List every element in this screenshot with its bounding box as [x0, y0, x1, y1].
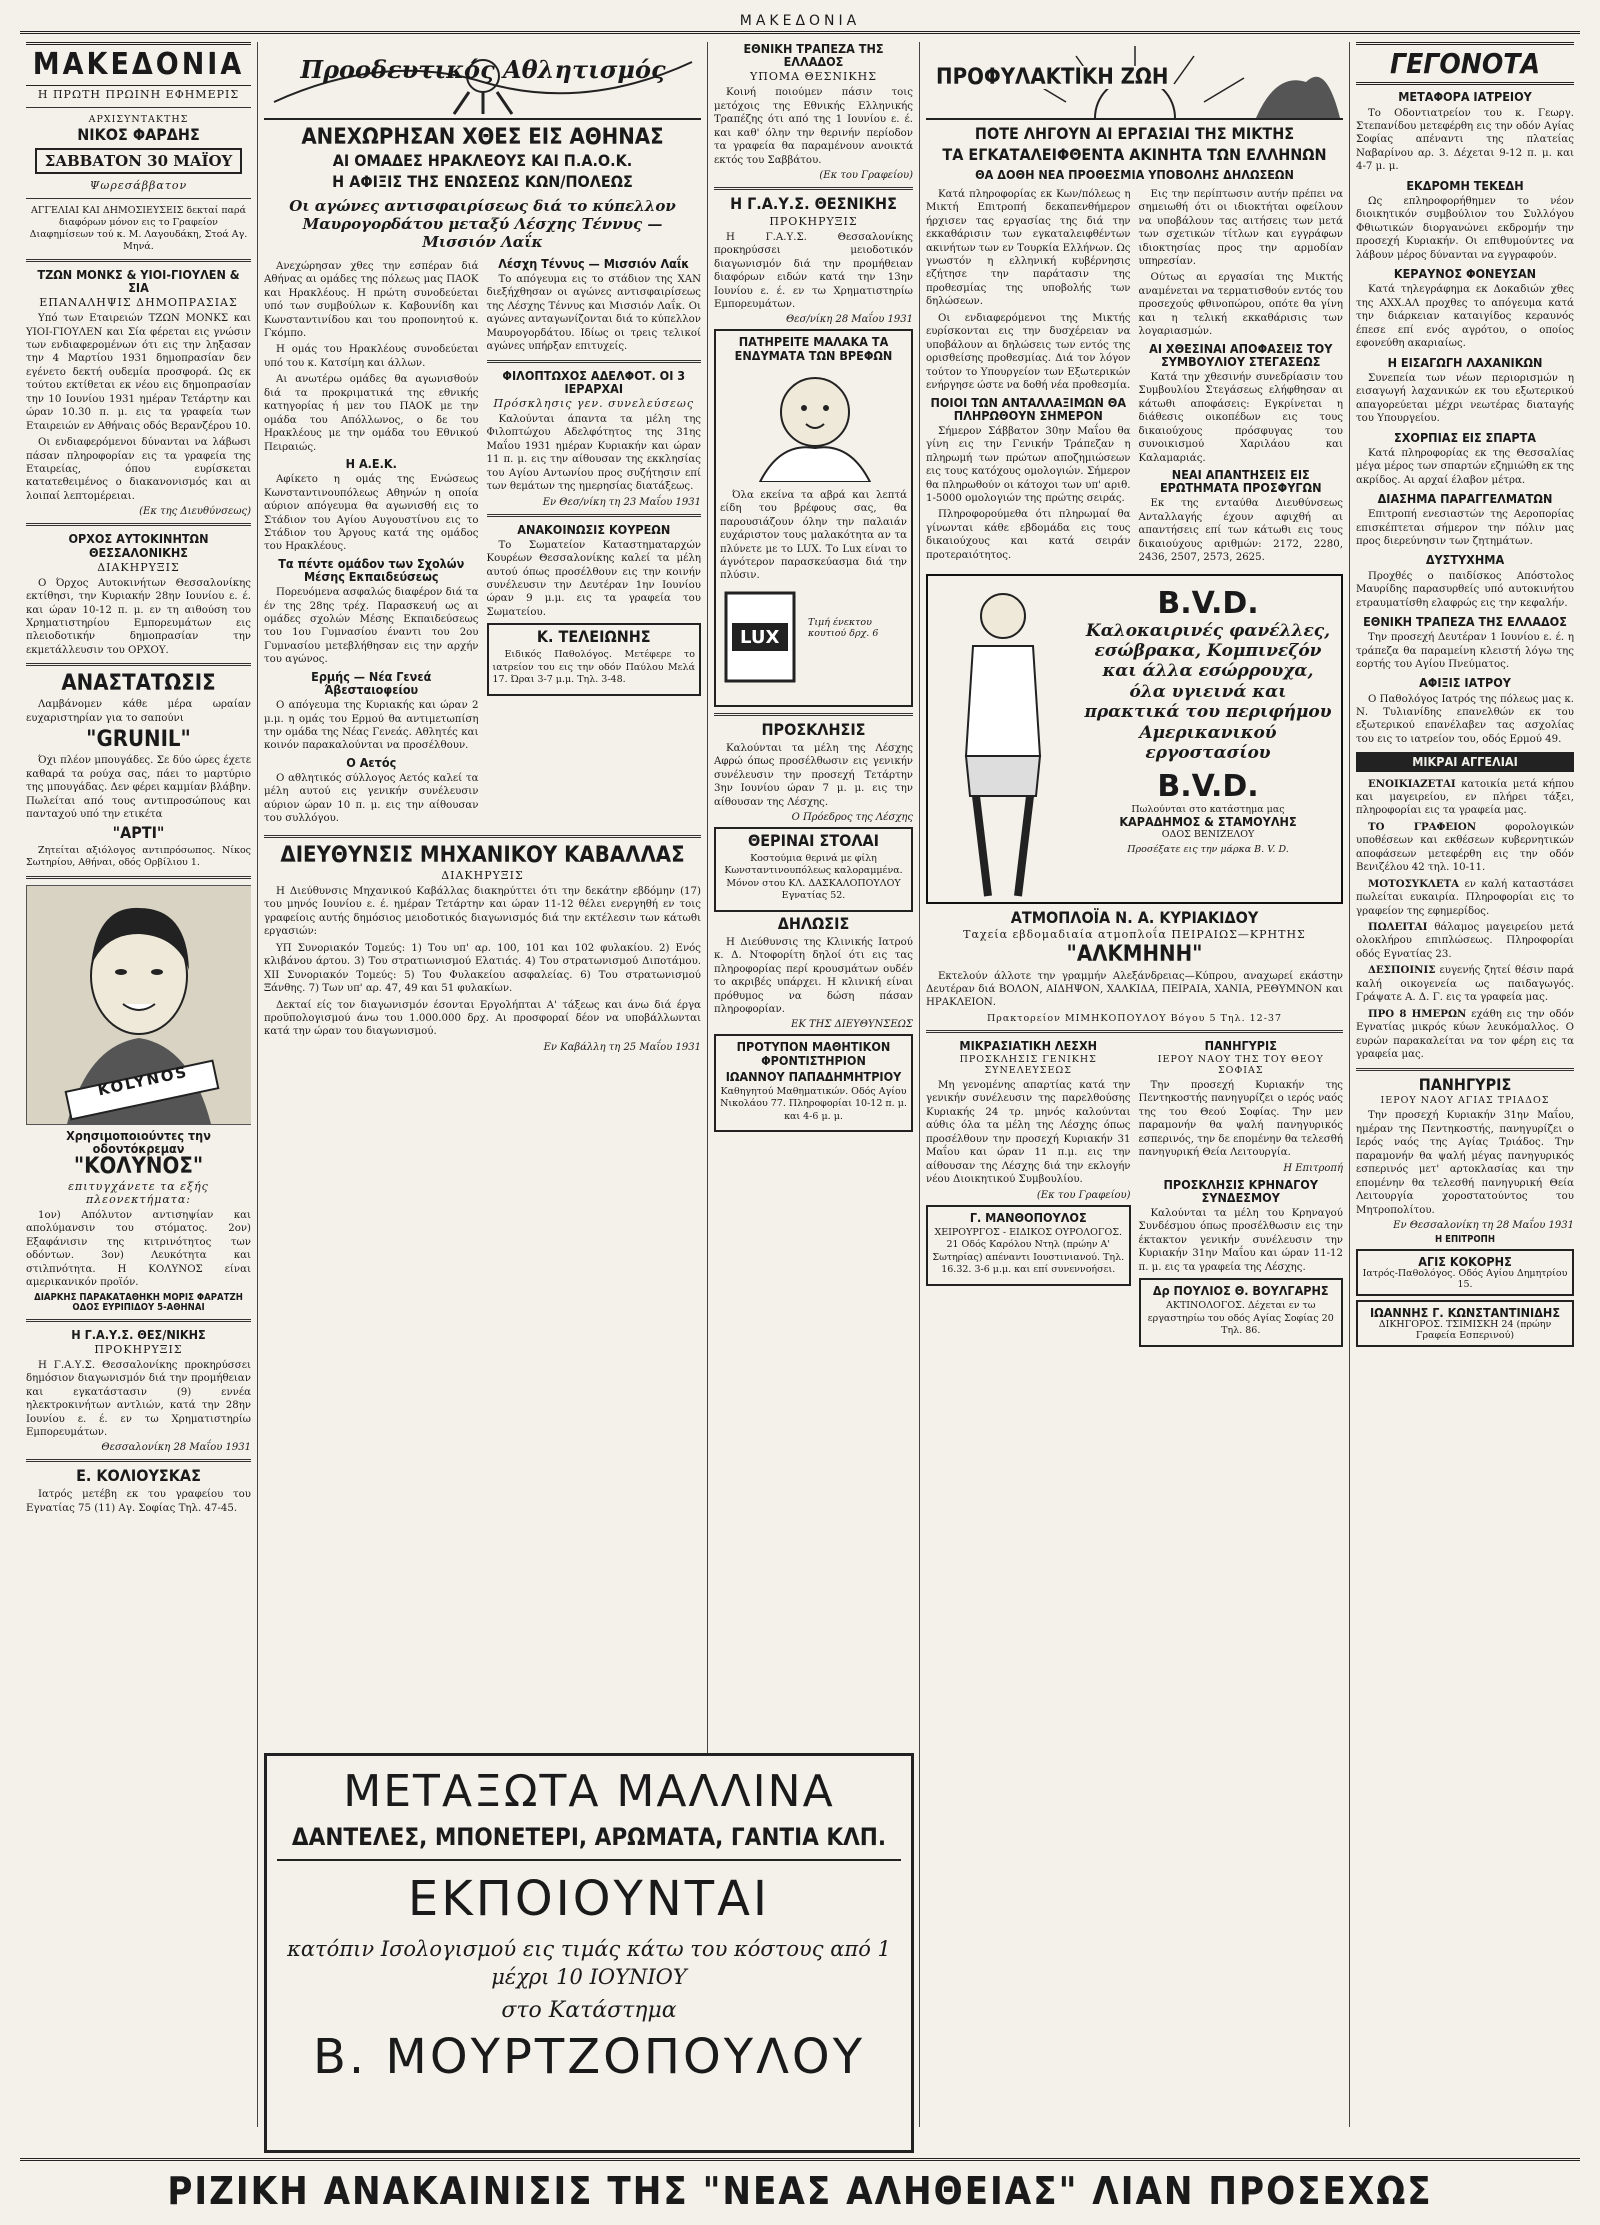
article-signature: Θεσσαλονίκη 28 Μαΐου 1931	[101, 1442, 251, 1454]
ad-line-5: στο Κατάστημα	[501, 1997, 677, 2023]
news-item-text: Ο Παθολόγος Ιατρός της πόλεως μας κ. Ν. Τυλιανίδης επανελθών εκ του εξωτερικού επανέλαβεν τας ασχολίας του εις το ιατρείον του, οδός Ερμού 49.	[1356, 693, 1574, 745]
editor-label: ΑΡΧΙΣΥΝΤΑΚΤΗΣ	[88, 113, 189, 125]
article-body: Κατά πληροφορίας εκ Κων/πόλεως η Μικτή Επιτροπή δεκαπενθήμερον ήρχισεν τας εργασίας της διά την εκκαθάρισιν των εγκαταλειφθέντων ακινήτων των εν Τουρκία Ελλήνων. Ως γνωστόν η ελληνική κυβέρνησις εζήτησε την παράτασιν της προθεσμίας της υποβολής των δηλώσεων.	[926, 188, 1131, 308]
article-body: Ανεχώρησαν χθες την εσπέραν διά Αθήνας αι ομάδες της πόλεως μας ΠΑΟΚ και Ηρακλέους. Η πρώτη συνοδεύεται υπό των συμβούλων κ. Καβουνίδη και Κωνσταντινίδου και του προπονητού κ. Γκόμπο.	[264, 260, 479, 339]
notices-column-left	[926, 1039, 1131, 1351]
small-ad-head: ΠΡΟ 8 ΗΜΕΡΩΝ	[1368, 1007, 1467, 1020]
article-body: Καλούνται τα μέλη της Λέσχης Αφρώ όπως προσέλθωσιν εις γενικήν συνέλευσιν την προσεχή Τετάρτην 3ην Ιουνίου ώραν 7 μ. μ. εις την αίθουσαν της Λέσχης.	[714, 742, 913, 808]
article-signature: Ο Πρόεδρος της Λέσχης	[791, 811, 913, 823]
article-title: ΤΖΩΝ ΜΟΝΚΣ & ΥΙΟΙ-ΓΙΟΥΛΕΝ & ΣΙΑ	[37, 266, 240, 295]
section-subtitle: Πρόσκλησις γεν. συνελεύσεως	[493, 396, 694, 410]
article-title: ΔΙΕΥΘΥΝΣΙΣ ΜΗΧΑΝΙΚΟΥ ΚΑΒΑΛΛΑΣ	[280, 842, 685, 868]
lux-price: Τιμή ένεκτου κουτιού δρχ. 6	[808, 616, 879, 639]
article-body: Η Γ.Α.Υ.Σ. Θεσσαλονίκης προκηρύσσει μειοδοτικόν διαγωνισμόν διά την προμήθειαν διαφόρων ειδών κατά την 13ην Ιουνίου ε. έ. εν τω Χρηματιστηρίω Εμπορευμάτων.	[714, 231, 913, 311]
article-list: ΥΠ Συνοριακόν Τομεύς: 1) Του υπ' αρ. 100, 101 και 102 φυλακίου. 2) Ενός κλιβάνου άρτου. 3) Του στρατιωνισμού Ελατιάς. 4) Του στρατωνισμού Διποτάμου. ΧΙΙ Συνοριακόν Τομεύς: 5) Του Φυλακείου ασφαλείας. 6) Του στρατωνισμού Ξάνθης. 7) Των υπ' αρ. 47, 49 και 51 φυλακίων.	[264, 942, 701, 995]
article-title: Ε. ΚΟΛΙΟΥΣΚΑΣ	[76, 1466, 201, 1486]
section-title: Τα πέντε ομάδον των Σχολών Μέσης Εκπαιδεύσεως	[278, 555, 465, 584]
brand-name: "ΚΟΛΥΝΟΣ"	[73, 1153, 204, 1179]
article-body: Καλούνται άπαντα τα μέλη της Φιλοπτώχου Αδελφότητος της 31ης Μαΐου 1931 ημέραν Κυριακήν και ώραν 11 π. μ. εις την αίθουσαν της εκκλησίας του Αγίου Αντωνίου προς συζήτησιν επί των θεμάτων της ημερησίας διατάξεως.	[486, 413, 701, 493]
article-signature: Η Επιτροπή	[1283, 1162, 1343, 1174]
section-title: ΠΟΙΟΙ ΤΩΝ ΑΝΤΑΛΛΑΞΙΜΩΝ ΘΑ ΠΛΗΡΩΘΟΥΝ ΣΗΜΕΡΟΝ	[930, 394, 1127, 423]
news-columns	[926, 185, 1343, 568]
small-ad-head: ΔΕΣΠΟΙΝΙΣ	[1368, 964, 1436, 977]
small-ad-head: ΤΟ ΓΡΑΦΕΙΟΝ	[1368, 820, 1477, 833]
small-ads-title: ΜΙΚΡΑΙ ΑΓΓΕΛΙΑΙ	[1356, 752, 1574, 771]
small-ad	[1356, 778, 1574, 818]
small-ad	[1356, 821, 1574, 875]
article-subtitle: ΕΠΑΝΑΛΗΨΙΣ ΔΗΜΟΠΡΑΣΙΑΣ	[39, 296, 238, 310]
article-title: ΠΑΝΗΓΥΡΙΣ	[1204, 1037, 1277, 1053]
doctor-name: Δρ ΠΟΥΛΙΟΣ Θ. ΒΟΥΛΓΑΡΗΣ	[1152, 1283, 1329, 1299]
bvd-sale-line: Πωλούνται στο κατάστημα μας	[1131, 804, 1285, 816]
article-body: Το Σωματείον Καταστηματαρχών Κουρέων Θεσσαλονίκης καλεί τα μέλη αυτού όπως προσέλθουν εις την κοινήν συνέλευσιν την Δευτέραν 1ην Ιουνίου ώραν 9 μ.μ. εις τα γραφεία του Σωματείου.	[486, 539, 701, 618]
doctor-details: Ιατρός-Παθολόγος. Οδός Αγίου Δημητρίου 15.	[1362, 1268, 1568, 1291]
article-body: Δεκταί είς τον διαγωνισμόν έσονται Εργολήπται Α' τάξεως και άνω διά έργα προϋπολογισμού άνω του 1.000.000 δρχ. Αι προσφοραί δέον να υποβάλλωνται κατά την ώραν του διαγωνισμού.	[264, 999, 701, 1038]
ad-headline: ΘΕΡΙΝΑΙ ΣΤΟΛΑΙ	[747, 830, 880, 850]
ad-line-1: ΜΕΤΑΞΩΤΑ ΜΑΛΛΙΝΑ	[343, 1766, 835, 1817]
lawyer-ad	[1356, 1300, 1574, 1347]
man-in-underwear-icon	[928, 576, 1078, 902]
small-ad	[1356, 878, 1574, 918]
summer-suits-ad	[714, 827, 913, 912]
lawyer-details: ΔΙΚΗΓΟΡΟΣ. ΤΣΙΜΙΣΚΗ 24 (πρώην Γραφεία Εσπερινού)	[1378, 1319, 1552, 1342]
article-body: Όχι πλέον μπουγάδες. Σε δύο ώρες έχετε καθαρά τα ρούχα σας, πάει το μαρτύριο της μπουγάδας. Δεν φέρει καμμίαν βλάβην. Πωλείται από τους αντιπροσώπους και πανταχού υπό την ετικέτα	[26, 755, 251, 821]
article-signature: Εν Θεσ/νίκη τη 23 Μαΐου 1931	[542, 496, 701, 508]
section-title: Ο Αετός	[346, 754, 397, 770]
price: Ψωρεσάββατον	[89, 179, 188, 193]
headline: ΑΝΕΧΩΡΗΣΑΝ ΧΘΕΣ ΕΙΣ ΑΘΗΝΑΣ	[301, 125, 664, 150]
article-subtitle: ΔΙΑΚΗΡΥΞΙΣ	[97, 560, 180, 574]
article-title: Η Γ.Α.Υ.Σ. ΘΕΣ/ΝΙΚΗΣ	[71, 1326, 206, 1342]
article-body: Ο απόγευμα της Κυριακής και ώραν 2 μ.μ. η ομάς του Ερμού θα αντιμετωπίση την ομάδα της Νέας Γενεάς. Αθλητές και κοινόν παρακαλούνται να προσέλθουν.	[264, 700, 479, 752]
school-name: ΙΩΑΝΝΟΥ ΠΑΠΑΔΗΜΗΤΡΙΟΥ	[725, 1068, 902, 1084]
notices-columns	[926, 1039, 1343, 1351]
article-signature: ΕΚ ΤΗΣ ΔΙΕΥΘΥΝΣΕΩΣ	[791, 1019, 913, 1031]
brand-name: "ΑΡΤΙ"	[112, 822, 165, 842]
masthead-notice: ΑΓΓΕΛΙΑΙ ΚΑΙ ΔΗΜΟΣΙΕΥΣΕΙΣ δεκταί παρά διαφόρων μόνον εις το Γραφείον Διαφημίσεων τού κ. Μ. Λαγουδάκη, Στοά Αγ. Μηνά.	[29, 205, 248, 252]
article-body: Υπό των Εταιρειών ΤΖΩΝ ΜΟΝΚΣ και ΥΙΟΙ-ΓΙΟΥΛΕΝ και Σία φέρεται εις γνώσιν των ενδιαφερομένων ότι εις την ληξασαν την 4 Μαρτίου 1931 δημοπρασίαν δεν εγένετο δεκτή ουδεμία προσφορά. Ως εκ τούτου εκτίθεται εκ νέου εις δημοπρασίαν την 10 Ιουνίου 1931 ημέραν Τετάρτην και ώραν 10.30 π. μ. εις τα γραφεία των Εταιρειών εν Αθήναις οδός Βερανζέρου 10.	[26, 313, 251, 432]
sports-column-left	[264, 257, 479, 829]
section-title: Λέσχη Τέννυς — Μισσιόν Λαΐκ	[498, 255, 690, 271]
ad-headline: Χρησιμοποιούντες την οδοντόκρεμαν	[66, 1127, 211, 1156]
kolynos-tube-label: KOLYNOS	[96, 1062, 190, 1099]
column-1	[20, 42, 258, 2127]
deck: Οι αγώνες αντισφαιρίσεως διά το κύπελλον Μαυρογορδάτου μεταξύ Λέσχης Τέννυς — Μισσιόν Λαΐκ	[289, 196, 676, 251]
shipping-agent: Πρακτορείον ΜΙΜΗΚΟΠΟΥΛΟΥ Βόγου 5 Τηλ. 12-37	[986, 1012, 1283, 1024]
article-body: Αι ανωτέρω ομάδες θα αγωνισθούν διά τα προκριματικά της εθνικής κατηγορίας ή μεν του ΠΑΟΚ με την ομάδα του Απόλλωνος, ο δε του Ηρακλέους με την ομάδα του Εθνικού Πειραιώς.	[264, 374, 479, 453]
ad-line-3: ΕΚΠΟΙΟΥΝΤΑΙ	[407, 1871, 771, 1927]
date-badge: ΣΑΒΒΑΤΟΝ 30 ΜΑΪΟΥ	[35, 148, 243, 174]
sports-column-right	[487, 257, 702, 829]
article-subtitle: ΙΕΡΟΥ ΝΑΟΥ ΤΗΣ ΤΟΥ ΘΕΟΥ ΣΟΦΙΑΣ	[1157, 1054, 1324, 1077]
section-title: Ερμής — Νέα Γενεά Άβεσταιοφείου	[311, 668, 432, 697]
news-item-text: Κατά πληροφορίας εκ της Θεσσαλίας μέγα μέρος των σπαρτών εζημιώθη εκ της ακρίδος. Αι αρχαί έλαβον μέτρα.	[1356, 447, 1574, 486]
article-body: Πληροφορούμεθα ότι πληρωμαί θα γίνωνται κάθε εβδομάδα εις τους δικαιούχους και κατά σειράν προτεραιότητος.	[926, 509, 1131, 561]
section-title: ΝΕΑΙ ΑΠΑΝΤΗΣΕΙΣ ΕΙΣ ΕΡΩΤΗΜΑΤΑ ΠΡΟΣΦΥΓΩΝ	[1160, 467, 1322, 496]
doctor-name: Κ. ΤΕΛΕΙΩΝΗΣ	[536, 627, 651, 647]
masthead-title: ΜΑΚΕΔΟΝΙΑ	[26, 42, 251, 86]
small-ad-text: κατοικία μετά κήπου και μαγειρείου, εν πλήρει τάξει, πληροφορίαι εις τα γραφεία μας.	[1356, 778, 1574, 817]
article-signature: (Εκ του Γραφείου)	[819, 169, 913, 181]
lux-brand: LUX	[740, 626, 780, 648]
article-signature: Η ΕΠΙΤΡΟΠΗ	[1435, 1233, 1495, 1245]
doctor-ad	[926, 1205, 1131, 1286]
doctor-name: Γ. ΜΑΝΘΟΠΟΥΛΟΣ	[969, 1209, 1087, 1225]
article-body: Η Διεύθυνσις της Κλινικής Ιατρού κ. Δ. Ντοφορίτη δηλοί ότι εις τας πληροφορίας περί κρουσμάτων ουδέν το ακριβές υπάρχει. Η κλινική είναι πρόθυμος να δώση πάσαν πληροφορίαν.	[714, 936, 913, 1015]
doctor-details: Ειδικός Παθολόγος. Μετέφερε το ιατρείον του εις την οδόν Παύλου Μελά 17. Ώραι 3-7 μ.μ. Τηλ. 3-48.	[492, 649, 695, 686]
masthead	[26, 42, 251, 253]
article-body: Ο αθλητικός σύλλογος Αετός καλεί τα μέλη αυτού εις γενικήν συνέλευσιν αύριον ώραν 10 π. μ. εις την αίθουσαν του συλλόγου.	[264, 773, 479, 825]
doctor-name: ΑΓΙΣ ΚΟΚΟΡΗΣ	[1418, 1253, 1512, 1269]
bvd-text	[1083, 586, 1333, 855]
news-item-head: ΕΚΔΡΟΜΗ ΤΕΚΕΔΗ	[1406, 177, 1524, 193]
small-ad	[1356, 964, 1574, 1004]
article-body: Σήμερον Σάββατον 30ην Μαΐου θα γίνη εις την Γενικήν Τράπεζαν η πληρωμή των πρώτων αποζημιώσεων εις τους κατόχους ομολογιών. Σήμερον θα πληρωθούν οι κάτοχοι των υπ' αριθ. 1-5000 ομολογιών της πρώτης σειράς.	[926, 425, 1131, 505]
section-title: ΓΕΓΟΝΟΤΑ	[1356, 42, 1574, 85]
kolynos-illustration	[26, 885, 251, 1125]
small-ad-text: εν καλή καταστάσει πωλείται ευκαιρία. Πληροφορίαι εις το γραφείον της εφημερίδος.	[1356, 878, 1574, 917]
column-4	[920, 42, 1350, 2127]
silk-wool-sale-ad	[264, 1753, 914, 2153]
bvd-description: Καλοκαιρινές φανέλλες, εσώβρακα, Κομπινεζόν και άλλα εσώρρουχα, όλα υγιεινά και πρακτικά του περιφήμου Αμερικανικού εργοστασίου	[1084, 620, 1332, 763]
bvd-street: ΟΔΟΣ ΒΕΝΙΖΕΛΟΥ	[1161, 828, 1255, 840]
news-item-text: Το Οδοντιατρείον του κ. Γεωργ. Στεπανίδου μετεφέρθη εις την οδόν Αγίας Σοφίας απέναντι της πλατείας Ναβαρίνου αρ. 3. Δέχεται 9-12 π. μ. και 4-7 μ. μ.	[1356, 107, 1574, 173]
news-item-text: Συνεπεία των νέων περιορισμών η εισαγωγή λαχανικών εκ του εξωτερικού απαγορεύεται μέχρι νεωτέρας διαταγής του Υπουργείου.	[1356, 372, 1574, 425]
article-body: Ιατρός μετέβη εκ του γραφείου του Εγνατίας 75 (11) Αγ. Σοφίας Τηλ. 47-45.	[26, 1489, 251, 1514]
news-item-text: Προχθές ο παιδίσκος Απόστολος Μαυρίδης παρασυρθείς υπό αυτοκινήτου ετραυματίσθη ελαφρώς εις την κεφαλήν.	[1356, 570, 1574, 609]
banner-title: ΠΡΟΦΥΛΑΚΤΙΚΗ ΖΩΗ	[932, 66, 1172, 89]
article-body: Αφίκετο η ομάς της Ενώσεως Κωνσταντινουπόλεως Αθηνών η οποία αύριον απόγευμα θα αγωνισθή εις το Στάδιον του Αγίου Αυγουστίνου εις το Στάδιον του Άργους κατά της ομάδος του Ηρακλέους.	[264, 474, 479, 553]
sports-columns	[264, 257, 701, 829]
article-body: Εκ της ενταύθα Διευθύνσεως Ανταλλαγής έχουν αφιχθή αι απαντήσεις επί των κάτωθι εις τους δικαιούχους αριθμών: 2172, 2280, 2436, 2507, 2573, 2625.	[1138, 498, 1343, 564]
small-ad-text: θάλαμος μαγειρείου μετά ολοκλήρου επιπλώσεως. Πληροφορίαι οδός Εγνατίας 23.	[1356, 922, 1574, 960]
article-body: Εκτελούν άλλοτε την γραμμήν Αλεξάνδρειας—Κύπρου, αναχωρεί εκάστην Δευτέραν διά ΒΟΛΟΝ, ΑΙΔΗΨΟΝ, ΧΑΛΚΙΔΑ, ΠΕΙΡΑΙΑ, ΧΑΝΙΑ, ΡΕΘΥΜΝΟΝ και ΗΡΑΚΛΕΙΟΝ.	[926, 970, 1343, 1009]
section-title: ΑΙ ΧΘΕΣΙΝΑΙ ΑΠΟΦΑΣΕΙΣ ΤΟΥ ΣΥΜΒΟΥΛΙΟΥ ΣΤΕΓΑΣΕΩΣ	[1149, 340, 1333, 369]
article-title: ΑΤΜΟΠΛΟΪΑ Ν. Α. ΚΥΡΙΑΚΙΔΟΥ	[1010, 907, 1259, 927]
small-ad-text: φορολογικών υποθέσεων και εκθέσεων κυβερνητικών αποφάσεων μετεφέρθη εις την οδόν Βενιζέλου 42 τηλ. 10-11.	[1356, 821, 1574, 874]
news-item-text: Την προσεχή Δευτέραν 1 Ιουνίου ε. έ. η τράπεζα θα παραμείνη κλειστή λόγω της εορτής του Αγίου Πνεύματος.	[1356, 632, 1574, 670]
editor-name: ΝΙΚΟΣ ΦΑΡΔΗΣ	[77, 124, 200, 144]
bvd-shop-name: ΚΑΡΑΔΗΜΟΣ & ΣΤΑΜΟΥΛΗΣ	[1119, 814, 1297, 830]
ship-name: "ΑΛΚΜΗΝΗ"	[1066, 942, 1203, 968]
article-body: Η Γ.Α.Υ.Σ. Θεσσαλονίκης προκηρύσσει δημόσιον διαγωνισμόν διά την προμήθειαν και εγκατάστασιν (9) εννέα ηλεκτροκινήτων αντλιών, κατά την 28ην Ιουνίου ε. έ. εν τω Χρηματιστηρίω Εμπορευμάτων.	[26, 1359, 251, 1438]
article-title: ΠΑΝΗΓΥΡΙΣ	[1418, 1074, 1512, 1094]
brand-name: "GRUNIL"	[86, 727, 191, 753]
article-body: Το απόγευμα εις το στάδιον της ΧΑΝ διεξήχθησαν οι αγώνες αντισφαιρίσεως της Λέσχης Τέννυς και Μισσιόν Λαΐκ. Οι αγώνες ανταγωνίζονται διά το κύπελλον Μαυρογορδάτου. Ιδίως οι τρεις τελικοί αγώνες υπήρξαν επιτυχείς.	[486, 273, 701, 353]
ad-distributor: ΔΙΑΡΚΗΣ ΠΑΡΑΚΑΤΑΘΗΚΗ ΜΟΡΙΣ ΦΑΡΑΤΖΗ ΟΔΟΣ ΕΥΡΙΠΙΔΟΥ 5-ΑΘΗΝΑΙ	[34, 1291, 243, 1313]
ad-body: Κοστούμια θερινά με φίλη Κωνσταντινουπόλεως καλοραμμένα. Μόνον στου ΚΛ. ΔΑΣΚΑΛΟΠΟΥΛΟΥ Εγνατίας 52.	[724, 852, 903, 902]
news-items-list	[1356, 90, 1574, 746]
banner-title: Προοδευτικός Αθλητισμός	[300, 55, 666, 84]
notices-column-right	[1139, 1039, 1344, 1351]
article-signature: Εν Θεσσαλονίκη τη 28 Μαΐου 1931	[1393, 1219, 1574, 1231]
section-title: ΑΝΑΚΟΙΝΩΣΙΣ ΚΟΥΡΕΩΝ	[517, 521, 671, 537]
bvd-ad	[926, 574, 1343, 904]
sports-banner	[264, 42, 701, 120]
news-item-text: Ως επληροφορήθημεν το νέον διοικητικόν συμβούλιον του Συλλόγου Φθιωτικών διοργανώνει εκδρομήν την προσεχή Κυριακήν. Οι επιθυμούντες να λάβουν μέρος δύνανται να εγγραφούν.	[1356, 195, 1574, 261]
news-column-left	[926, 185, 1131, 568]
news-item-head: ΜΕΤΑΦΟΡΑ ΙΑΤΡΕΙΟΥ	[1398, 89, 1532, 105]
news-item-head: ΣΧΟΡΠΙΑΣ ΕΙΣ ΣΠΑΡΤΑ	[1394, 429, 1536, 445]
doctor-ad	[1356, 1249, 1574, 1296]
article-signature: (Εκ του Γραφείου)	[1036, 1189, 1131, 1201]
small-ad	[1356, 1008, 1574, 1062]
article-body: Η Διεύθυνσις Μηχανικού Καβάλλας διακηρύττει ότι την δεκάτην εβδόμην (17) του μηνός Ιουνίου ε. έ. ημέραν Τετάρτην και ώραν 11-12 θέλει ενεργηθή εν τοις γραφείοις αυτής δημόσιος μειοδοτικός διαγωνισμός διά την εκτέλεσιν των κάτωθι εργασιών:	[264, 885, 701, 938]
small-ad	[1356, 921, 1574, 961]
column-5	[1350, 42, 1580, 2127]
small-ad-head: ΠΩΛΕΙΤΑΙ	[1368, 921, 1428, 934]
ad-body: Καθηγητού Μαθηματικών. Οδός Αγίου Νικολάου 77. Πληροφορίαι 10-12 π. μ. και 4-6 μ. μ.	[720, 1085, 907, 1122]
article-body: Η ομάς του Ηρακλέους συνοδεύεται υπό του κ. Κατσίμη και άλλων.	[264, 344, 479, 369]
running-head: ΜΑΚΕΔΟΝΙΑ	[20, 8, 1580, 34]
news-item-head: ΕΘΝΙΚΗ ΤΡΑΠΕΖΑ ΤΗΣ ΕΛΛΑΔΟΣ	[1363, 613, 1567, 629]
headline: ΠΟΤΕ ΛΗΓΟΥΝ ΑΙ ΕΡΓΑΣΙΑΙ ΤΗΣ ΜΙΚΤΗΣ	[974, 124, 1295, 143]
health-banner	[926, 42, 1343, 120]
article-body: Κοινή ποιούμεν πάσιν τοις μετόχοις της Εθνικής Ελληνικής Τραπέζης ότι από της 1 Ιουνίου ε. έ. και καθ' όλην την θερινήν περίοδον τα γραφεία θα παραμένουν ανοικτά εκτός του Σαββάτου.	[714, 87, 913, 166]
article-body: Μη γενομένης απαρτίας κατά την γενικήν συνέλευσιν της παρελθούσης Κυριακής 24 τρ. μηνός καλούνται αύθις όλα τα μέλη της Λέσχης όπως προσέλθουν την προσεχή Κυριακήν 31 Μαΐου και ώραν 11 π.μ. εις την αίθουσαν της Λέσχης διά την εκλογήν νέου Διοικητικού Συμβουλίου.	[926, 1080, 1131, 1186]
article-title: ΠΡΟΣΚΛΗΣΙΣ	[761, 719, 866, 739]
lawyer-name: ΙΩΑΝΝΗΣ Γ. ΚΩΝΣΤΑΝΤΙΝΙΔΗΣ	[1369, 1305, 1561, 1321]
article-body: Ούτως αι εργασίαι της Μικτής αναμένεται να τερματισθούν εντός του προσεχούς φθινοπώρου, οπότε θα γίνη και η τελική εκκαθάρισις των λογαριασμών.	[1138, 272, 1343, 338]
news-item-head: ΔΥΣΤΥΧΗΜΑ	[1425, 552, 1505, 568]
headline-tertiary: ΘΑ ΔΟΘΗ ΝΕΑ ΠΡΟΘΕΣΜΙΑ ΥΠΟΒΟΛΗΣ ΔΗΛΩΣΕΩΝ	[975, 166, 1294, 182]
news-item-text: Κατά τηλεγράφημα εκ Δοκαδιών χθες της ΑΧΧ.ΑΛ προχθες το απόγευμα κατά την διάρκειαν καταιγίδος κεραυνός έπεσε επί ενός αγρότου, ο οποίος εφονεύθη ακαριαίως.	[1356, 284, 1574, 350]
doctor-details: ΑΚΤΙΝΟΛΟΓΟΣ. Δέχεται εν τω εργαστηρίω του οδός Αγίας Σοφίας 20 Τηλ. 86.	[1147, 1300, 1334, 1337]
footer-banner: ΡΙΖΙΚΗ ΑΝΑΚΑΙΝΙΣΙΣ ΤΗΣ "ΝΕΑΣ ΑΛΗΘΕΙΑΣ" ΛΙΑΝ ΠΡΟΣΕΧΩΣ	[20, 2158, 1580, 2216]
article-subtitle: ΥΠΟΜΑ ΘΕΣΝΙΚΗΣ	[750, 70, 877, 84]
article-subtitle: ΙΕΡΟΥ ΝΑΟΥ ΑΓΙΑΣ ΤΡΙΑΔΟΣ	[1380, 1095, 1550, 1107]
baby-illustration-icon	[720, 362, 910, 482]
newspaper-page	[20, 8, 1580, 2216]
article-body: Πορευόμενα ασφαλώς διαφέρον διά τα έν της 28ης τρέχ. Παρασκευή ως αι ομάδες σχολών Μέσης Εκπαιδεύσεως του 1ου Γυμνασίου έναντι του 2ου Γυμνασίου μετεβλήθησαν εις την αρχήν του αγώνος.	[264, 587, 479, 666]
ad-line-2: ΔΑΝΤΕΛΕΣ, ΜΠΟΝΕΤΕΡΙ, ΑΡΩΜΑΤΑ, ΓΑΝΤΙΑ ΚΛΠ.	[277, 1823, 901, 1861]
article-body: Την προσεχή Κυριακήν της Πεντηκοστής πανηγυρίζει ο ιερός ναός της του Θεού Σοφίας. Την μεν παραμονήν θα ψαλή πανηγυρικός εσπερινός, την δε επομένην θα τελεσθή πανηγυρική Θεία Λειτουργία.	[1138, 1080, 1343, 1159]
article-signature: Εν Καβάλλη τη 25 Μαΐου 1931	[543, 1041, 701, 1053]
ad-body: 1ον) Απόλυτον αντισηψίαν και απολύμανσιν του στόματος. 2ον) Εξαφάνισιν της κιτρινότητος των οδόντων. 3ον) Λευκότητα και στιλπνότητα. Η ΚΟΛΥΝΟΣ είναι αμερικανικόν προϊόν.	[26, 1209, 251, 1289]
article-body: Οι ενδιαφερόμενοι δύνανται να λάβωσι πάσαν πληροφορίαν εις τα γραφεία της Εταιρείας, όπου ευρίσκεται κατατεθειμένος ο διακανονισμός και αι λοιπαί λεπτομέρειαι.	[26, 437, 251, 502]
article-title: ΕΘΝΙΚΗ ΤΡΑΠΕΖΑ ΤΗΣ ΕΛΛΑΔΟΣ	[743, 42, 884, 70]
article-subtitle: ΠΡΟΚΗΡΥΞΙΣ	[94, 1342, 183, 1356]
small-ad-text: ευγενής ζητεί θέσιν παρά καλή οικογενεία ως παιδαγωγός. Γράψατε Α. Δ. Γ. εις τα γραφεία μας.	[1356, 965, 1574, 1004]
news-item-head: ΔΙΑΣΗΜΑ ΠΑΡΑΓΓΕΛΜΑΤΩΝ	[1377, 490, 1553, 506]
ad-line-6: Β. ΜΟΥΡΤΖΟΠΟΥΛΟΥ	[312, 2028, 866, 2085]
small-ad-head: ΕΝΟΙΚΙΑΖΕΤΑΙ	[1368, 777, 1456, 790]
news-item-head: ΑΦΙΞΙΣ ΙΑΤΡΟΥ	[1419, 675, 1511, 691]
doctor-ad	[1139, 1278, 1344, 1347]
article-body: Την προσεχή Κυριακήν 31ην Μαΐου, ημέραν της Πεντηκοστής, πανηγυρίζει ο Ιερός ναός της Αγίας Τριάδος. Την παραμονήν θα ψαλή μέγας πανηγυρικός εσπερινός μετ' αρτοκλασίας και την επομένην θα τελεσθή πανηγυρική Θεία Λειτουργία χοροστατούντος του Μητροπολίτου.	[1356, 1110, 1574, 1216]
article-body: Καλούνται τα μέλη του Κρηναγού Συνδέσμου όπως προσέλθωσιν εις την έκτακτον γενικήν συνέλευσιν την Κυριακήν 31ην Μαΐου και ώραν 11-12 π. μ. εις τα γραφεία της Λέσχης.	[1138, 1207, 1343, 1273]
article-title: ΑΝΑΣΤΑΤΩΣΙΣ	[61, 671, 216, 697]
article-body: Ο Όρχος Αυτοκινήτων Θεσσαλονίκης εκτίθησι, την Κυριακήν 28ην Ιουνίου ε. έ. και ώραν 10-12 π. μ. εν τη αιθούση του Χρηματιστηρίου Εμπορευμάτων εις πλειοδοτικήν δημοπρασίαν την εκμετάλλευσιν του ΟΡΧΟΥ.	[26, 577, 251, 656]
section-title: Η Α.Ε.Κ.	[345, 456, 397, 472]
article-subtitle: ΠΡΟΣΚΛΗΣΙΣ ΓΕΝΙΚΗΣ ΣΥΝΕΛΕΥΣΕΩΣ	[959, 1054, 1097, 1077]
article-title: ΜΙΚΡΑΣΙΑΤΙΚΗ ΛΕΣΧΗ	[959, 1037, 1098, 1053]
article-body: Εις την περίπτωσιν αυτήν πρέπει να σημειωθή ότι οι ιδιοκτήται οφείλουν να υποβάλουν τας αιτήσεις των μετά των σχετικών τίτλων και εγγράφων ιδιοκτησίας προς την αρμοδίαν υπηρεσίαν.	[1138, 188, 1343, 267]
ad-line-4: κατόπιν Ισολογισμού εις τιμάς κάτω του κόστους από 1 μέχρι 10 ΙΟΥΝΙΟΥ	[287, 1937, 891, 1990]
ad-subhead: επιτυγχάνετε τα εξής πλεονεκτήματα:	[68, 1179, 209, 1206]
doctor-ad	[487, 623, 702, 695]
article-title: ΟΡΧΟΣ ΑΥΤΟΚΙΝΗΤΩΝ ΘΕΣΣΑΛΟΝΙΚΗΣ	[68, 531, 209, 560]
article-body: Ζητείται αξιόλογος αντιπρόσωπος. Νίκος Σωτηρίου, Αθήναι, οδός Ορβίλιου 1.	[26, 844, 251, 869]
small-ad-text: εχάθη εις την οδόν Εγνατίας μικρός κύων λευκόμαλλος. Ο ευρών παρακαλείται να τον φέρη εις τα γραφεία μας.	[1356, 1008, 1574, 1061]
article-title: Η Γ.Α.Υ.Σ. ΘΕΣΝΙΚΗΣ	[730, 193, 897, 213]
news-item-head: Η ΕΙΣΑΓΩΓΗ ΛΑΧΑΝΙΚΩΝ	[1387, 354, 1543, 370]
article-subtitle: Ταχεία εβδομαδιαία ατμοπλοΐα ΠΕΙΡΑΙΩΣ—ΚΡΗΤΗΣ	[963, 928, 1306, 942]
brand-name: B.V.D.	[1157, 769, 1259, 805]
article-subtitle: ΔΙΑΚΗΡΥΞΙΣ	[441, 868, 524, 882]
section-title: ΦΙΛΟΠΤΩΧΟΣ ΑΔΕΛΦΟΤ. ΟΙ 3 ΙΕΡΑΡΧΑΙ	[502, 367, 686, 396]
news-item-text: Επιτροπή ενεσιαστών της Αεροπορίας επισκέπτεται σήμερον την πόλιν μας προς διερεύνησιν των ζητημάτων.	[1356, 509, 1574, 548]
article-title: ΠΡΟΣΚΛΗΣΙΣ ΚΡΗΝΑΓΟΥ ΣΥΝΔΕΣΜΟΥ	[1163, 1176, 1319, 1205]
article-signature: Θεσ/νίκη 28 Μαΐου 1931	[785, 314, 913, 326]
school-ad	[714, 1034, 913, 1132]
masthead-tagline: Η ΠΡΩΤΗ ΠΡΩΙΝΗ ΕΦΗΜΕΡΙΣ	[37, 87, 240, 101]
bvd-note: Προσέξατε εις την μάρκα B. V. D.	[1127, 843, 1289, 855]
doctor-details: ΧΕΙΡΟΥΡΓΟΣ - ΕΙΔΙΚΟΣ ΟΥΡΟΛΟΓΟΣ. 21 Οδός Καρόλου Ντηλ (πρώην Α' Σωτηρίας) απέναντι Ιουστινιανού. Τηλ. 16.32. 3-6 μ.μ. και επί συνεννοήσει.	[932, 1226, 1125, 1276]
ad-body: Όλα εκείνα τα αβρά και λεπτά είδη του βρέφους σας, θα παρουσιάζουν όλην την παλαιάν ευχάριστον τους μαλακότητα αν τα πλύνετε με το LUX. Το Lux είναι το άγνότερον παρασκεύασμα διά την πλύσιν.	[720, 489, 907, 582]
ad-headline: ΠΡΟΤΥΠΟΝ ΜΑΘΗΤΙΚΟΝ ΦΡΟΝΤΙΣΤΗΡΙΟΝ	[736, 1039, 891, 1068]
article-title: ΔΗΛΩΣΙΣ	[777, 913, 850, 933]
news-column-right	[1139, 185, 1344, 568]
article-body: Λαμβάνομεν κάθε μέρα ωραίαν ευχαριστηρίαν για το σαπούνι	[26, 699, 251, 724]
headline-secondary: ΑΙ ΟΜΑΔΕΣ ΗΡΑΚΛΕΟΥΣ ΚΑΙ Π.Α.Ο.Κ.	[332, 151, 633, 171]
headline-tertiary: Η ΑΦΙΞΙΣ ΤΗΣ ΕΝΩΣΕΩΣ ΚΩΝ/ΠΟΛΕΩΣ	[332, 171, 633, 191]
lux-ad	[714, 329, 913, 706]
article-signature: (Εκ της Διευθύνσεως)	[139, 506, 251, 518]
brand-name: B.V.D.	[1157, 585, 1259, 621]
article-subtitle: ΠΡΟΚΗΡΥΞΙΣ	[769, 214, 858, 228]
article-body: Οι ενδιαφερόμενοι της Μικτής ευρίσκονται εις την δυσχέρειαν να υποβάλουν αι δηλώσεις των εντός της ορισθείσης προθεσμίας. Διά τον λόγον τούτον το Υπουργείον των Εξωτερικών ενήργησε ώστε να δοθή νέα προθεσμία.	[926, 312, 1131, 392]
lux-box	[720, 587, 907, 697]
ad-headline: ΠΑΤΗΡΕΙΤΕ ΜΑΛΑΚΑ ΤΑ ΕΝΔΥΜΑΤΑ ΤΩΝ ΒΡΕΦΩΝ	[734, 334, 893, 363]
article-body: Κατά την χθεσινήν συνεδρίασιν του Συμβουλίου Στεγάσεως ελήφθησαν αι κάτωθι αποφάσεις: Εγκρίνεται η διάθεσις οικοπέδων εις τους δικαιούχους πρόσφυγας του συνοικισμού Χαριλάου και Καλαμαριάς.	[1138, 371, 1343, 464]
news-item-head: ΚΕΡΑΥΝΟΣ ΦΟΝΕΥΣΑΝ	[1393, 266, 1537, 282]
small-ad-head: ΜΟΤΟΣΥΚΛΕΤΑ	[1368, 877, 1460, 890]
headline-secondary: ΤΑ ΕΓΚΑΤΑΛΕΙΦΘΕΝΤΑ ΑΚΙΝΗΤΑ ΤΩΝ ΕΛΛΗΝΩΝ	[942, 144, 1327, 164]
